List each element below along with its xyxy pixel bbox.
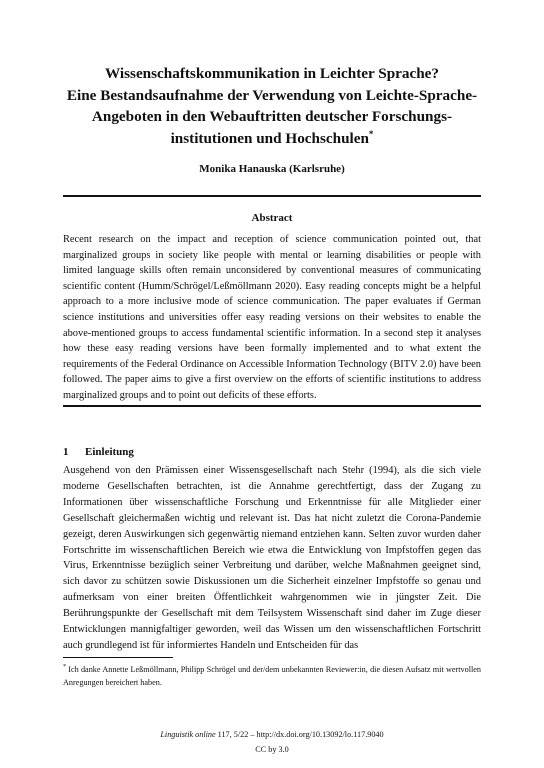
abstract-heading: Abstract <box>251 212 293 224</box>
footnote <box>63 664 481 689</box>
journal-name: Linguistik online <box>160 730 216 739</box>
abstract-top-rule <box>63 195 481 197</box>
title-line-4 <box>40 128 504 150</box>
journal-citation <box>40 730 504 739</box>
abstract-bottom-rule <box>63 405 481 407</box>
footnote-marker: * <box>63 663 67 671</box>
license-text: CC by 3.0 <box>255 745 289 754</box>
title-line-2: Eine Bestandsaufnahme der Verwendung von Leichte-Sprache- <box>66 86 478 104</box>
journal-reference[interactable]: 117, 5/22 – http://dx.doi.org/10.13092/lo.117.9040 <box>217 730 384 739</box>
section-title: Einleitung <box>85 446 134 458</box>
section-heading <box>63 446 134 458</box>
title-line-3: Angeboten in den Webauftritten deutscher Forschungs- <box>91 108 453 125</box>
section-number: 1 <box>63 446 69 458</box>
section-body-text: Ausgehend von den Prämissen einer Wissensgesellschaft nach Stehr (1994), als die sich viele moderne Gesellschaften betrachten, ist die Annahme gerechtfertigt, dass der Zugang zu Informationen über wissenschaftliche Forschung und Erkenntnisse für alle Mitglieder einer Gesellschaft gleichermaßen wichtig und relevant ist. Das hat nicht zuletzt die Corona-Pandemie gezeigt, deren Auswirkungen sich gegenwärtig niemand entziehen kann. Selten zuvor wurden daher Fortschritte im wissenschaftlichen Bereich wie etwa die Entwicklung von Impfstoffen gegen das Virus, Erkenntnisse bezüglich seiner Verbreitung und darüber, welche Maßnahmen geeignet sind, sich davor zu schützen sowie Diskussionen um die Sicherheit einzelner Impfstoffe so genau und aufmerksam von einer breiten Öffentlichkeit wahrgenommen wie in jüngster Zeit. Die Berührungspunkte der Gesellschaft mit dem Teilsystem Wissenschaft sind daher im Zuge dieser Entwicklungen mannigfaltiger geworden, weil das Wissen um den wissenschaftlichen Fortschritt auch grundlegend ist für informiertes Handeln und Entscheiden für das <box>63 465 481 651</box>
abstract-text: Recent research on the impact and reception of science communication pointed out, that marginalized groups in society like people with mental or learning disabilities or people with limited language skills often remain unconsidered by conventional measures of communicating scientific content (Humm/Schrögel/Leßmöllmann 2020). Easy reading concepts might be a helpful approach to a more inclusive mode of science communication. The paper evaluates if German science institutions and universities offer easy reading versions on their websites to enable the above-mentioned groups to access fundamental scientific information. In a second step it analyses how these easy reading versions have been formally implemented and to what extent the requirements of the Federal Ordinance on Accessible Information Technology (BITV 2.0) have been followed. The paper aims to give a first overview on the efforts of scientific institutions to address marginalized groups and to point out deficits of these efforts. <box>63 234 481 401</box>
author-line: Monika Hanauska (Karlsruhe) <box>199 163 345 175</box>
title-line-4-text: institutionen und Hochschulen <box>170 129 369 147</box>
title-footnote-marker[interactable]: * <box>368 128 374 139</box>
paper-title <box>40 63 504 149</box>
footnote-text: Ich danke Annette Leßmöllmann, Philipp Schrögel und der/dem unbekannten Reviewer:in, die diesen Aufsatz mit wertvollen Anregungen bereichert haben. <box>63 665 481 687</box>
title-line-1: Wissenschaftskommunikation in Leichter Sprache? <box>104 65 440 82</box>
footnote-rule <box>63 657 173 658</box>
